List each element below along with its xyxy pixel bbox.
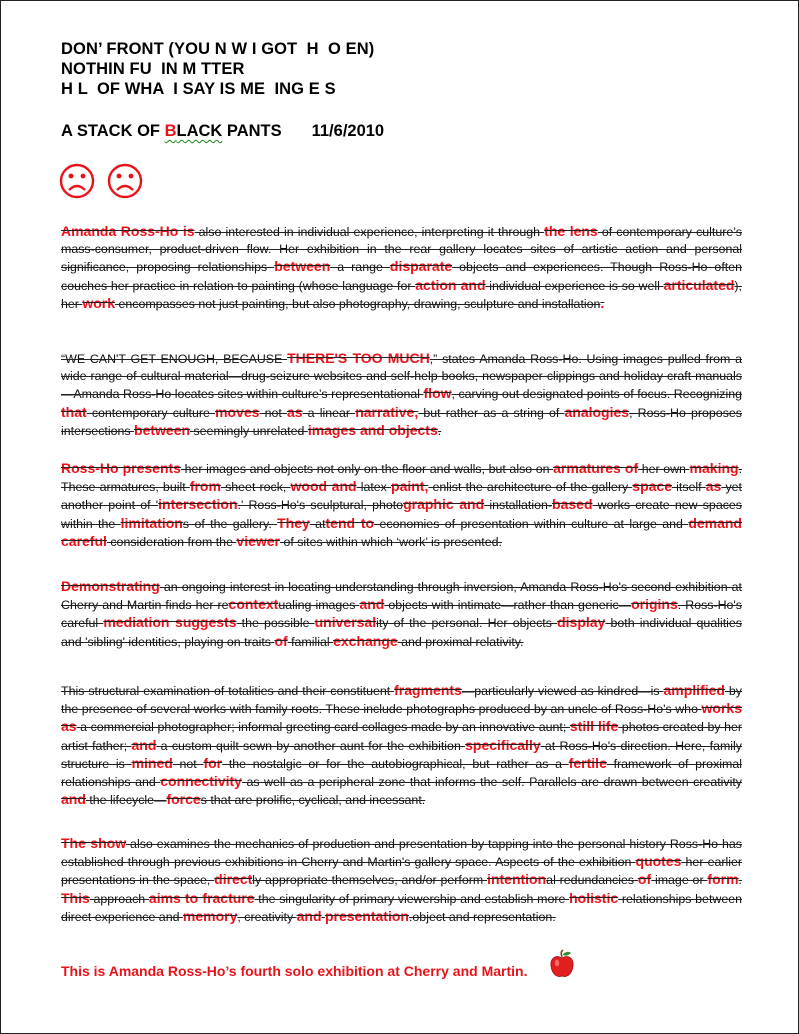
highlighted-phrase: fragments (394, 682, 462, 698)
struck-text: .object and representation. (408, 909, 556, 924)
highlighted-phrase: analogies (564, 403, 630, 420)
header-line-3: H L OF WHA I SAY IS ME ING E S (61, 80, 336, 98)
highlighted-phrase: form (707, 871, 739, 888)
highlighted-phrase: intersection (158, 496, 238, 513)
struck-text: This structural examination of totalities and their constituent (61, 684, 395, 698)
paragraph-3 (61, 460, 742, 551)
struck-text: the possible (236, 616, 315, 631)
struck-text: s that are prolific, cyclical, and incessant. (200, 793, 426, 808)
highlighted-phrase: They (277, 514, 310, 531)
struck-text: of contemporary culture’s mass-consumer, product-driven flow. Her exhibition in the rear gallery locates sites of artistic action and personal significance, proposing relationships (61, 225, 743, 275)
highlighted-phrase: as (705, 478, 722, 495)
highlighted-phrase: between (274, 258, 331, 275)
paragraph-1 (61, 223, 742, 313)
highlighted-phrase: and (296, 907, 322, 924)
highlighted-phrase: works as (61, 700, 742, 735)
document-title (61, 122, 384, 141)
struck-text: but rather as a string of (418, 405, 565, 420)
struck-text: a linear (302, 405, 356, 420)
struck-text: —particularly viewed as kindred—is (461, 684, 664, 698)
struck-text: the lifecycle— (85, 793, 167, 808)
struck-text: .' Ross-Ho's sculptural, photo (237, 498, 404, 513)
highlighted-phrase: space (632, 478, 672, 495)
paragraph-5 (61, 682, 742, 809)
struck-text: contemporary culture (86, 405, 216, 420)
paragraph-6 (61, 835, 742, 926)
struck-text: also examines the mechanics of production and presentation by tapping into the personal history Ross-Ho has established through previous exhibitions in Cherry and Martin's gallery space. Aspects of the exhibition (61, 837, 742, 870)
struck-text: individual experience is so well (485, 278, 664, 293)
struck-text: . (437, 423, 442, 438)
highlighted-phrase: Demonstrating (61, 578, 160, 594)
struck-text: familial (287, 634, 334, 649)
highlighted-phrase: articulated (663, 276, 735, 293)
struck-text: her earlier presentations in the space, (61, 855, 742, 888)
title-word-rest: LACK (176, 122, 223, 140)
highlighted-phrase: force (166, 791, 201, 808)
struck-text: , creativity (237, 909, 297, 924)
highlighted-phrase: based (552, 496, 593, 513)
highlighted-phrase: aims to fracture (148, 889, 255, 906)
highlighted-phrase: narrative, (355, 403, 419, 420)
highlighted-phrase: for (203, 754, 223, 771)
struck-text: works create new spaces within the (61, 498, 742, 531)
struck-text: by the presence of several works with family roots. These include photographs produced by an uncle of Ross-Ho's who (61, 684, 742, 717)
highlighted-phrase: exchange (333, 632, 398, 649)
struck-text: seemingly unrelated (190, 423, 308, 438)
struck-text: of sites within which ‘work’ is presented. (280, 534, 502, 549)
highlighted-phrase: This (61, 889, 90, 906)
struck-text: as well as a peripheral zone that informs the self. Parallels are drawn between creativity (241, 775, 742, 790)
highlighted-phrase: flow (423, 385, 452, 402)
highlighted-phrase: disparate (389, 258, 453, 275)
paragraph-4 (61, 578, 742, 651)
apple-icon (549, 949, 575, 979)
highlighted-phrase: and (131, 736, 157, 753)
paragraph-2 (61, 350, 742, 440)
highlighted-phrase: quotes (635, 853, 682, 870)
header-line-2: NOTHIN FU IN M TTER (61, 60, 245, 78)
highlighted-phrase: and (61, 791, 86, 808)
struck-text: at Ross-Ho's direction. Here, family structure is (61, 738, 742, 771)
struck-text: her own (638, 462, 690, 476)
struck-text: a commercial photographer; informal greeting card collages made by an innovative aunt; (76, 720, 570, 735)
highlighted-phrase: viewer (236, 532, 280, 549)
struck-text: ), her (61, 278, 742, 311)
struck-text: . Ross-Ho's careful (61, 598, 742, 631)
highlighted-phrase: connectivity (160, 773, 242, 790)
highlighted-phrase: the lens (544, 223, 598, 239)
struck-text: the nostalgic or for the autobiographical, but rather as a (222, 756, 569, 771)
struck-text: consideration from the (106, 534, 237, 549)
highlighted-phrase: presentation (324, 907, 409, 924)
highlighted-phrase: amplified (663, 682, 725, 698)
highlighted-phrase: of (637, 871, 652, 888)
struck-text: an ongoing interest in locating understanding through inversion, Amanda Ross-Ho's second exhibition at Cherry and Martin finds her re (61, 580, 742, 613)
highlighted-phrase: display (557, 614, 606, 631)
struck-text: encompasses not just painting, but also photography, drawing, sculpture and installation (115, 296, 601, 311)
highlighted-phrase: moves (215, 403, 260, 420)
highlighted-phrase: demand careful (61, 514, 742, 549)
title-red-letter: B (164, 122, 177, 140)
highlighted-phrase: . (600, 294, 605, 311)
highlighted-phrase: memory (182, 907, 238, 924)
highlighted-phrase: context (228, 596, 279, 613)
sad-faces (59, 163, 151, 204)
highlighted-phrase: fertile (568, 754, 607, 771)
struck-text: the singularity of primary viewership and establish more (254, 891, 570, 906)
title-after: PANTS (222, 122, 282, 140)
highlighted-phrase: between (134, 421, 191, 438)
struck-text: “WE CAN'T GET ENOUGH, BECAUSE (61, 352, 288, 366)
struck-text: a custom quilt sewn by another aunt for the exhibition (156, 738, 466, 753)
struck-text: , carving out designated points of focus. Recognizing (451, 387, 742, 402)
struck-text: latex (356, 480, 392, 495)
highlighted-phrase: Ross-Ho presents (61, 460, 181, 476)
struck-text: ualing images (278, 598, 360, 613)
struck-text: sheet rock, (220, 480, 291, 495)
highlighted-phrase: paint, (391, 478, 429, 495)
struck-text: image or (651, 873, 708, 888)
highlighted-phrase: action and (415, 276, 486, 293)
struck-text: not (259, 405, 287, 420)
struck-text: . (738, 873, 742, 888)
frown-face-icon (59, 163, 95, 199)
highlighted-phrase: The show (61, 835, 127, 851)
title-date: 11/6/2010 (311, 122, 385, 140)
highlighted-phrase: mediation suggests (103, 614, 237, 631)
highlighted-phrase: origins (631, 596, 678, 613)
highlighted-phrase: THERE'S TOO MUCH (287, 350, 430, 366)
highlighted-phrase: of (274, 632, 288, 649)
highlighted-phrase: universal (314, 614, 377, 631)
highlighted-phrase: making (689, 460, 739, 476)
footer-note: This is Amanda Ross-Ho’s fourth solo exhibition at Cherry and Martin. (61, 963, 528, 979)
highlighted-phrase: images and objects (307, 421, 438, 438)
struck-text: a range (330, 260, 390, 275)
highlighted-phrase: from (189, 478, 221, 495)
struck-text: enlist the architecture of the gallery (428, 480, 633, 495)
highlighted-phrase: limitation (120, 514, 183, 531)
struck-text: ity of the personal. Her objects (376, 616, 558, 631)
title-prefix: A STACK OF (61, 122, 165, 140)
struck-text: approach (89, 891, 149, 906)
struck-text: , Ross-Ho proposes intersections (61, 405, 742, 438)
struck-text: installation- (484, 498, 553, 513)
highlighted-phrase: intention (487, 871, 547, 888)
struck-text: . These armatures, built (61, 462, 743, 495)
struck-text: her images and objects not only on the floor and walls, but also on (180, 462, 554, 476)
highlighted-phrase: wood and (290, 478, 357, 495)
highlighted-phrase: mined (131, 754, 173, 771)
highlighted-phrase: as (286, 403, 303, 420)
highlighted-phrase: that (61, 403, 87, 420)
highlighted-phrase: still life (569, 718, 619, 735)
highlighted-phrase: armatures of (553, 460, 639, 476)
struck-text: yet another point of ' (61, 480, 742, 513)
struck-text: framework of proximal relationships and (61, 756, 742, 790)
struck-text: objects with intimate—rather than generic— (384, 598, 632, 613)
struck-text: photos created by her artist father; (61, 720, 743, 753)
title-black-word (165, 122, 223, 140)
highlighted-phrase: tend to (325, 514, 375, 531)
struck-text: itself (671, 480, 706, 495)
highlighted-phrase: and (359, 596, 385, 613)
struck-text: both individual qualities and 'sibling' identities, playing on traits (61, 616, 742, 649)
struck-text: ,” states Amanda Ross-Ho. Using images pulled from a wide range of cultural material—drug-seizure websites and self-help books, newspaper clippings and holiday craft manuals—Amanda Ross-Ho locates sites within culture’s representational (61, 352, 742, 402)
highlighted-phrase: work (82, 294, 116, 311)
highlighted-phrase: Amanda Ross-Ho is (61, 223, 195, 239)
struck-text: economies of presentation within culture at large and (374, 516, 689, 531)
struck-text: ly appropriate themselves, and/or perform (252, 873, 488, 888)
struck-text: and proximal relativity. (397, 634, 524, 649)
struck-text: also interested in individual experience, interpreting it through (194, 225, 545, 239)
struck-text: relationships between direct experience and (61, 891, 743, 924)
highlighted-phrase: direct (214, 871, 253, 888)
highlighted-phrase: specifically (465, 736, 541, 753)
header-line-1: DON’ FRONT (YOU N W I GOT H O EN) (61, 40, 375, 58)
header-block (61, 39, 374, 99)
highlighted-phrase: graphic and (403, 496, 485, 513)
highlighted-phrase: holistic (569, 889, 619, 906)
frown-face-icon (107, 163, 143, 199)
struck-text: at (309, 516, 326, 531)
struck-text: objects and experiences. Though Ross-Ho often couches her practice in relation to painting (whose language for (61, 260, 742, 293)
struck-text: s of the gallery. (182, 516, 278, 531)
struck-text: not (172, 756, 204, 771)
struck-text: al redundancies (546, 873, 638, 888)
